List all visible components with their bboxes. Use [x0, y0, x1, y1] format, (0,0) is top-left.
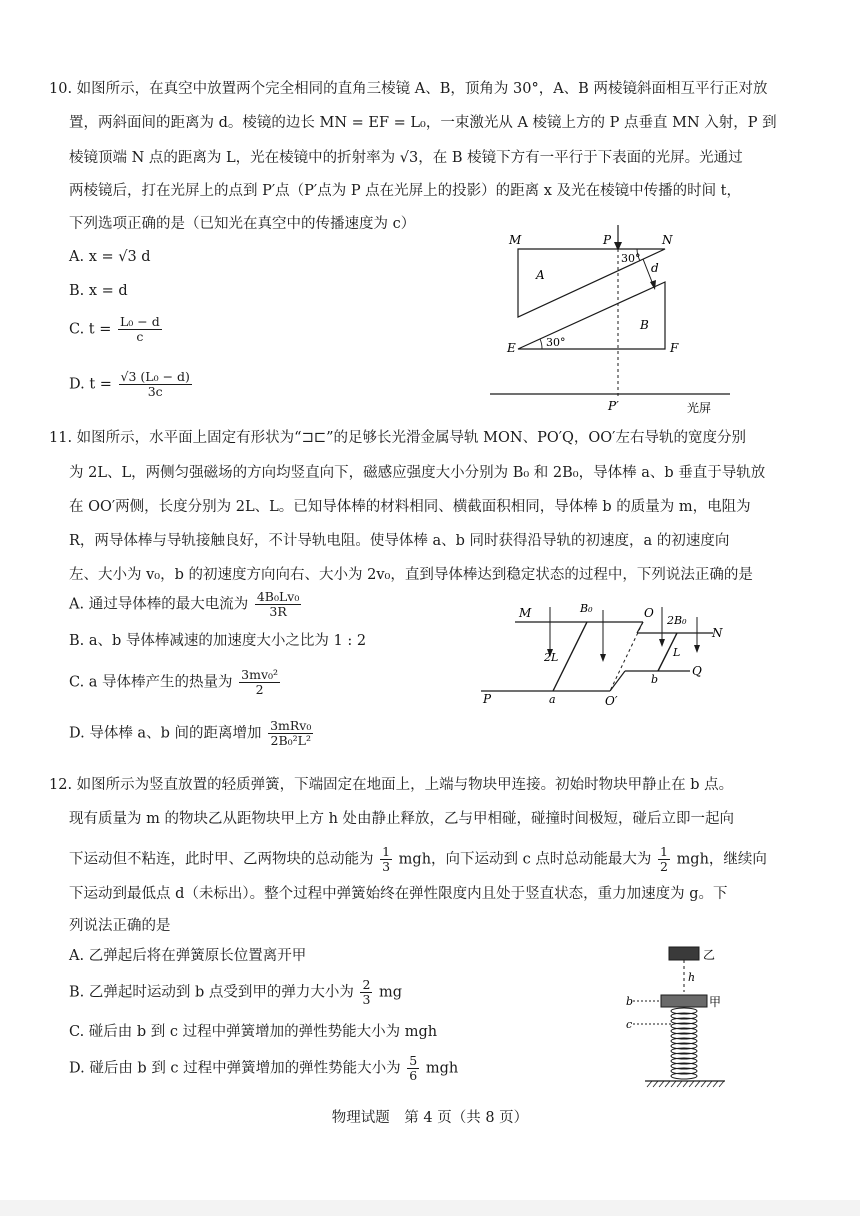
page-footer: 物理试题 第 4 页（共 8 页）: [331, 1110, 529, 1126]
q10-line-3: 棱镜顶端 N 点的距离为 L，光在棱镜中的折射率为 √3，在 B 棱镜下方有一平行于下表面的光屏。光通过: [69, 150, 743, 166]
q11-option-c: [69, 668, 282, 697]
label-f: F: [670, 341, 679, 355]
q11-option-b: B. a、b 导体棒减速的加速度大小之比为 1 : 2: [69, 633, 367, 649]
label-o: O: [644, 606, 654, 620]
arrow-down-icon: [659, 639, 665, 647]
q11-option-a: [69, 590, 303, 619]
label-2b0: 2B₀: [667, 614, 687, 627]
label-2l: 2L: [544, 651, 559, 664]
q12-option-d-label: D. 碰后由 b 到 c 过程中弹簧增加的弹性势能大小为: [69, 1060, 401, 1077]
q12-line-3-part-3: mgh，继续向: [676, 851, 767, 868]
label-b: B: [640, 318, 649, 332]
q12-line-2: 现有质量为 m 的物块乙从距物块甲上方 h 处由静止释放，乙与甲相碰，碰撞时间极短，碰后立即一起向: [69, 811, 735, 827]
fraction-denominator: 3c: [147, 384, 163, 399]
label-m: M: [509, 233, 522, 247]
fraction-denominator: 3: [362, 992, 371, 1007]
q12-fraction-one-half: [658, 845, 670, 874]
q11-option-a-label: A. 通过导体棒的最大电流为: [69, 596, 249, 613]
q12-option-d-fraction: [407, 1054, 419, 1083]
prism-b: [518, 282, 665, 349]
q12-option-b: [69, 978, 402, 1007]
label-yi: 乙: [703, 948, 716, 962]
label-p: P: [603, 233, 612, 247]
block-jia: [661, 995, 707, 1007]
arrow-down-icon: [694, 645, 700, 653]
q12-line-3: [69, 845, 767, 874]
fraction-numerator: L₀ − d: [120, 314, 160, 329]
q12-line-3-part-2: mgh，向下运动到 c 点时总动能最大为: [398, 851, 652, 868]
fraction-numerator: 3mv₀²: [241, 667, 279, 682]
rail-connector-top: [637, 622, 643, 633]
q12-option-b-label: B. 乙弹起时运动到 b 点受到甲的弹力大小为: [69, 984, 354, 1001]
fraction-numerator: 1: [382, 844, 391, 859]
fraction-denominator: 3: [382, 859, 391, 874]
q11-rail-figure: [475, 595, 735, 715]
fraction-denominator: c: [136, 329, 144, 344]
label-m: M: [519, 606, 532, 620]
label-e: E: [507, 341, 516, 355]
q12-line-3-part-1: 下运动但不粘连，此时甲、乙两物块的总动能为: [69, 851, 374, 868]
label-h: h: [688, 971, 696, 984]
q10-option-b: B. x = d: [69, 283, 128, 299]
q12-option-a: A. 乙弹起后将在弹簧原长位置离开甲: [69, 948, 307, 964]
fraction-numerator: 1: [660, 844, 668, 859]
angle-arc-bottom: [540, 339, 542, 349]
label-n: N: [662, 233, 673, 247]
label-c: c: [626, 1018, 633, 1031]
label-b: b: [626, 995, 634, 1008]
fraction-numerator: 4B₀Lv₀: [256, 589, 300, 604]
q10-option-c: [69, 315, 164, 344]
q10-option-d: [69, 370, 194, 399]
q11-option-d-label: D. 导体棒 a、b 间的距离增加: [69, 725, 262, 742]
block-yi: [669, 947, 699, 960]
q11-line-2: 为 2L、L，两侧匀强磁场的方向均竖直向下，磁感应强度大小分别为 B₀ 和 2B₀，导体棒 a、b 垂直于导轨放: [69, 465, 766, 481]
label-n: N: [712, 626, 723, 640]
q12-line-5: 列说法正确的是: [69, 918, 171, 934]
fraction-denominator: 2B₀²L²: [270, 733, 311, 748]
fraction-denominator: 6: [409, 1068, 418, 1083]
boundary-oo-prime: [610, 622, 643, 691]
q12-option-d: [69, 1054, 458, 1083]
fraction-numerator: 2: [362, 977, 371, 992]
label-a: a: [549, 693, 556, 706]
q11-option-d-fraction: [268, 719, 313, 748]
fraction-numerator: 3mRv₀: [270, 718, 312, 733]
label-l: L: [673, 646, 681, 659]
rail-connector-bottom: [610, 671, 625, 691]
q10-prism-figure: [490, 225, 730, 415]
q11-option-c-label: C. a 导体棒产生的热量为: [69, 674, 233, 691]
q11-line-1: 11. 如图所示，水平面上固定有形状为“⊐⊏”的足够长光滑金属导轨 MON、PO′Q，OO′左右导轨的宽度分别: [49, 430, 746, 446]
q10-option-c-label: C. t =: [69, 321, 112, 338]
q11-line-3: 在 OO′两侧，长度分别为 2L、L。已知导体棒的材料相同、横截面积相同，导体棒 b 的质量为 m，电阻为: [69, 499, 751, 515]
q11-option-c-fraction: [239, 668, 280, 697]
q11-option-a-fraction: [255, 590, 302, 619]
spring-coils: [671, 1008, 697, 1079]
label-p-prime: P′: [608, 399, 619, 413]
q12-line-4: 下运动到最低点 d（未标出）。整个过程中弹簧始终在弹性限度内且处于竖直状态，重力加速度为 g。下: [69, 886, 728, 902]
q12-spring-figure: [615, 940, 740, 1090]
q12-fraction-one-third: [380, 845, 392, 874]
fraction-numerator: 5: [409, 1053, 418, 1068]
label-b: b: [651, 673, 659, 686]
arrow-down-icon: [600, 654, 606, 662]
q10-option-d-fraction: [119, 370, 192, 399]
q11-line-5: 左、大小为 v₀，b 的初速度方向向右、大小为 2v₀，直到导体棒达到稳定状态的过程中，下列说法正确的是: [69, 567, 753, 583]
q12-option-b-fraction: [360, 978, 372, 1007]
q11-option-d: [69, 719, 315, 748]
fraction-numerator: √3 (L₀ − d): [120, 369, 190, 384]
label-jia: 甲: [709, 995, 722, 1009]
label-q: Q: [692, 664, 702, 678]
q12-option-c: C. 碰后由 b 到 c 过程中弹簧增加的弹性势能大小为 mgh: [69, 1024, 438, 1040]
ground-hatch: [647, 1081, 724, 1087]
q10-line-2: 置，两斜面间的距离为 d。棱镜的边长 MN = EF = L₀，一束激光从 A 棱镜上方的 P 点垂直 MN 入射，P 到: [69, 115, 777, 131]
label-screen: 光屏: [687, 401, 712, 415]
label-d: d: [651, 261, 659, 275]
q10-line-4: 两棱镜后，打在光屏上的点到 P′点（P′点为 P 点在光屏上的投影）的距离 x 及光在棱镜中传播的时间 t，: [69, 183, 742, 199]
label-p: P: [483, 692, 492, 706]
label-a: A: [536, 268, 545, 282]
fraction-denominator: 2: [255, 682, 264, 697]
q10-line-5: 下列选项正确的是（已知光在真空中的传播速度为 c）: [69, 216, 416, 232]
q10-option-d-label: D. t =: [69, 376, 112, 393]
label-angle-bottom: 30°: [546, 336, 566, 349]
q10-option-c-fraction: [118, 315, 162, 344]
label-angle-top: 30°: [621, 252, 641, 265]
fraction-denominator: 3R: [269, 604, 287, 619]
q10-option-a: A. x = √3 d: [69, 249, 151, 265]
q12-option-b-unit: mg: [379, 984, 403, 1001]
q12-option-d-unit: mgh: [425, 1060, 459, 1077]
label-b0: B₀: [580, 602, 593, 615]
q11-line-4: R，两导体棒与导轨接触良好，不计导轨电阻。使导体棒 a、b 同时获得沿导轨的初速度，a 的初速度向: [69, 533, 730, 549]
scan-bottom-strip: [0, 1200, 860, 1216]
q12-line-1: 12. 如图所示为竖直放置的轻质弹簧，下端固定在地面上，上端与物块甲连接。初始时物块甲静止在 b 点。: [49, 777, 734, 793]
label-o-prime: O′: [605, 694, 618, 708]
fraction-denominator: 2: [660, 859, 668, 874]
q10-line-1: 10. 如图所示，在真空中放置两个完全相同的直角三棱镜 A、B，顶角为 30°，A、B 两棱镜斜面相互平行正对放: [49, 81, 768, 97]
